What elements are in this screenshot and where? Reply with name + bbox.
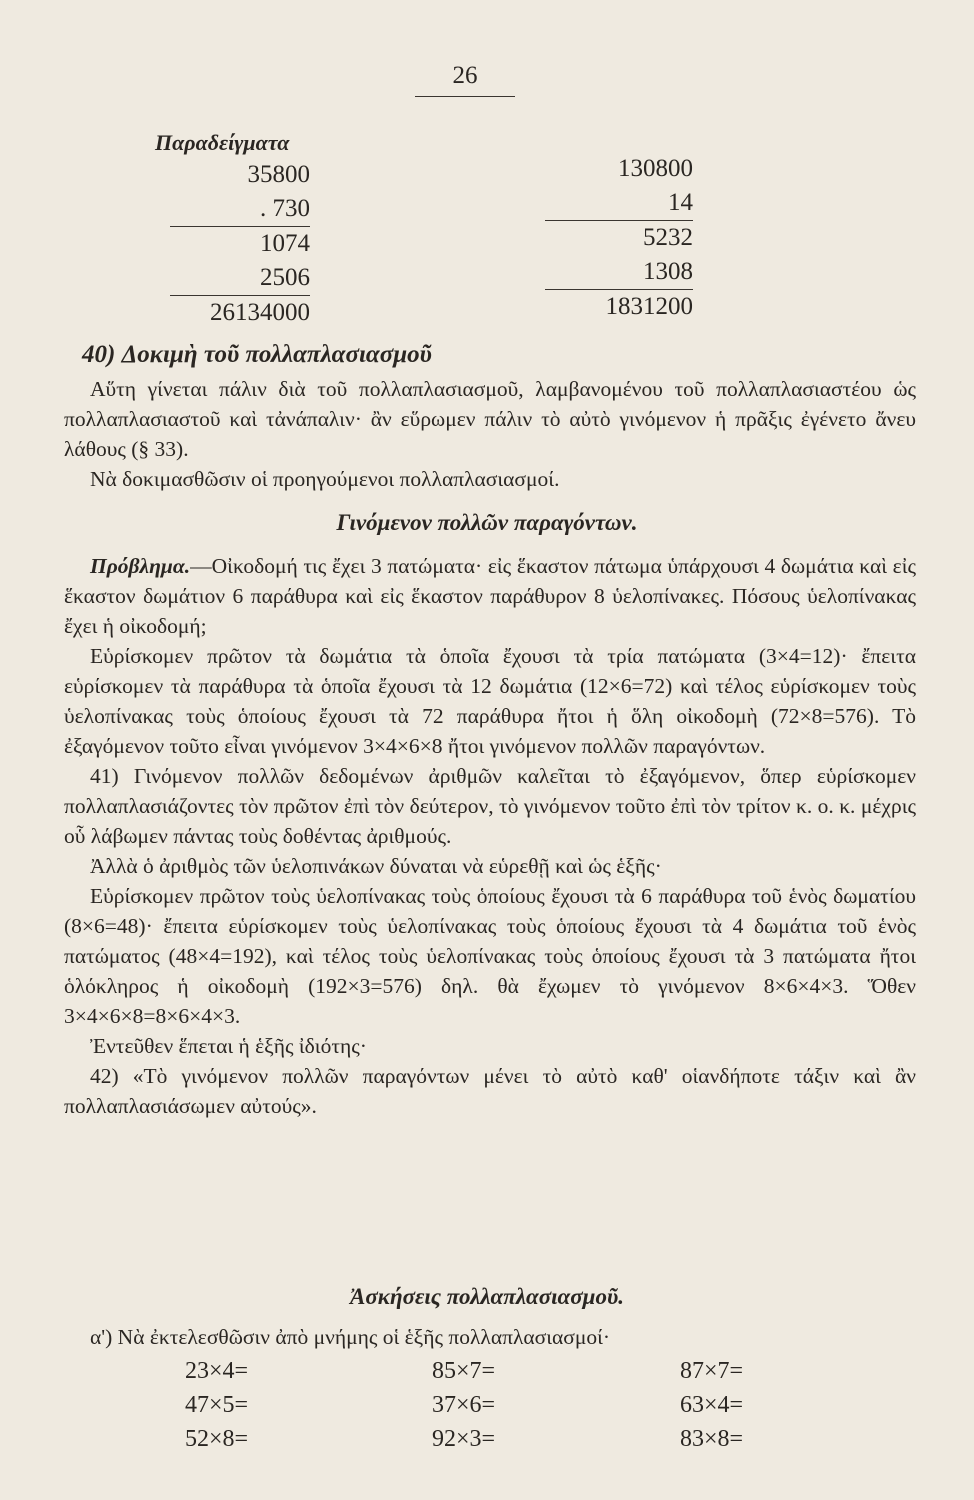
problem-body — [64, 551, 916, 1121]
multiplication-example-right — [545, 152, 693, 324]
paragraph: Νὰ δοκιμασθῶσιν οἱ προηγούμενοι πολλαπλασιασμοί. — [90, 467, 560, 491]
paragraph: 42) «Τὸ γινόμενον πολλῶν παραγόντων μένει τὸ αὐτὸ καθ' οἱανδήποτε τάξιν καὶ ἂν πολλαπλασιάσωμεν αὐτούς». — [64, 1064, 916, 1118]
drill-item: 52×8= — [185, 1426, 249, 1452]
drill-item: 37×6= — [432, 1392, 496, 1418]
page-number: 26 — [452, 62, 478, 89]
section-40-heading — [82, 341, 432, 369]
multiplier: 14 — [668, 189, 693, 216]
multiplicand: 35800 — [247, 161, 310, 188]
problem-text: —Οἰκοδομή τις ἔχει 3 πατώματα· εἰς ἕκαστον πάτωμα ὑπάρχουσι 4 δωμάτια καὶ εἰς ἕκαστον δωμάτιον 6 παράθυρα καὶ εἰς ἕκαστον παράθυρον 8 ὑελοπίνακες. Πόσους ὑελοπίνακας ἔχει ἡ οἰκοδομή; — [64, 554, 916, 638]
partial-product: 1074 — [170, 226, 310, 261]
multiplication-example-left — [170, 158, 310, 330]
paragraph: Εὑρίσκομεν πρῶτον τὰ δωμάτια τὰ ὁποῖα ἔχουσι τὰ τρία πατώματα (3×4=12)· ἔπειτα εὑρίσκομεν τὰ παράθυρα τὰ ὁποῖα ἔχουσι τὰ 12 δωμάτια (12×6=72) καὶ τέλος εὑρίσκομεν τοὺς ὑελοπίνακας τοὺς ὁποίους ἔχουσι τὰ 72 παράθυρα ἤτοι ἡ ὅλη οἰκοδομὴ (72×8=576). Τὸ ἐξαγόμενον τοῦτο εἶναι γινόμενον 3×4×6×8 ἤτοι γινόμενον πολλῶν παραγόντων. — [64, 644, 916, 758]
final-product: 1831200 — [545, 289, 693, 324]
final-product: 26134000 — [170, 295, 310, 330]
drill-item: 92×3= — [432, 1426, 496, 1452]
drill-item: 83×8= — [680, 1426, 744, 1452]
exercises-heading: Ἀσκήσεις πολλαπλασιασμοῦ. — [350, 1284, 624, 1309]
product-heading: Γινόμενον πολλῶν παραγόντων. — [336, 510, 638, 535]
problem-label: Πρόβλημα. — [90, 554, 191, 578]
examples-title: Παραδείγματα — [155, 130, 290, 155]
drill-item: 47×5= — [185, 1392, 249, 1418]
page-number-rule — [415, 96, 515, 97]
multiplier: . 730 — [260, 195, 310, 222]
drill-item: 23×4= — [185, 1358, 249, 1384]
partial-product: 1308 — [643, 258, 693, 285]
paragraph: Ἐντεῦθεν ἕπεται ἡ ἑξῆς ἰδιότης· — [90, 1034, 367, 1058]
drill-item: 85×7= — [432, 1358, 496, 1384]
paragraph: Ἀλλὰ ὁ ἀριθμὸς τῶν ὑελοπινάκων δύναται νὰ εὑρεθῇ καὶ ὡς ἑξῆς· — [90, 854, 662, 878]
exercise-a — [64, 1322, 916, 1352]
partial-product: 5232 — [545, 220, 693, 255]
paragraph: 41) Γινόμενον πολλῶν δεδομένων ἀριθμῶν καλεῖται τὸ ἐξαγόμενον, ὅπερ εὑρίσκομεν πολλαπλασιάζοντες τὸν πρῶτον ἐπὶ τὸν δεύτερον, τὸ γινόμενον τοῦτο ἐπὶ τὸν τρίτον κ. ο. κ. μέχρις οὗ λάβωμεν πάντας τοὺς δοθέντας ἀριθμούς. — [64, 764, 916, 848]
paragraph: Εὑρίσκομεν πρῶτον τοὺς ὑελοπίνακας τοὺς ὁποίους ἔχουσι τὰ 6 παράθυρα τοῦ ἑνὸς δωματίου (8×6=48)· ἔπειτα εὑρίσκομεν τοὺς ὑελοπίνακας τοὺς ὁποίους ἔχουσι τὰ 4 δωμάτια τοῦ ἑνὸς πατώματος (48×4=192), καὶ τέλος τοὺς ὑελοπίνακας τοὺς ὁποίους ἔχουσι τὰ 3 πατώματα ἤτοι ὁλόκληρος ἡ οἰκοδομὴ (192×3=576) δηλ. θὰ ἔχωμεν τὸ γινόμενον 8×6×4×3. Ὅθεν 3×4×6×8=8×6×4×3. — [64, 884, 916, 1028]
drill-item: 87×7= — [680, 1358, 744, 1384]
paragraph — [64, 551, 916, 641]
section-title: Δοκιμὴ τοῦ πολλαπλασιασμοῦ — [121, 341, 432, 368]
paragraph: Αὕτη γίνεται πάλιν διὰ τοῦ πολλαπλασιασμοῦ, λαμβανομένου τοῦ πολλαπλασιαστέου ὡς πολλαπλασιαστοῦ καὶ τἀνάπαλιν· ἂν εὕρωμεν πάλιν τὸ αὐτὸ γινόμενον ἡ πρᾶξις ἐγένετο ἄνευ λάθους (§ 33). — [64, 377, 916, 461]
partial-product: 2506 — [260, 264, 310, 291]
drill-item: 63×4= — [680, 1392, 744, 1418]
paragraph: α') Νὰ ἐκτελεσθῶσιν ἀπὸ μνήμης οἱ ἑξῆς πολλαπλασιασμοί· — [90, 1325, 611, 1349]
multiplicand: 130800 — [618, 155, 693, 182]
section-number: 40) — [82, 341, 116, 368]
section-40-body — [64, 374, 916, 494]
